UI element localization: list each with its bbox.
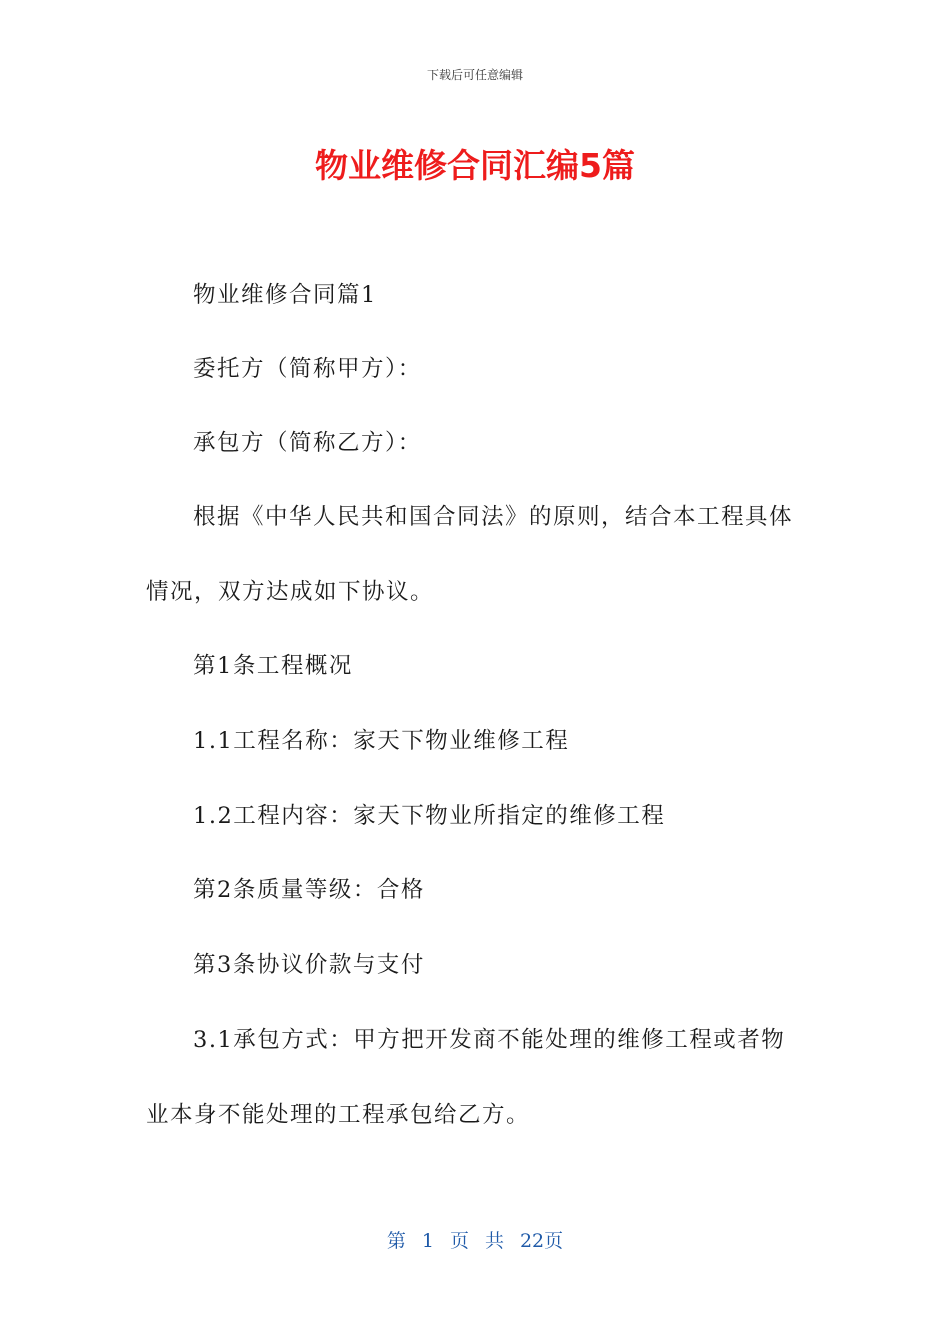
footer-di: 第 (386, 1230, 406, 1252)
party-a-line: 委托方（简称甲方）： (193, 356, 422, 382)
paragraph-line: 情况，双方达成如下协议。 (146, 579, 435, 605)
paragraph-line: 业本身不能处理的工程承包给乙方。 (146, 1102, 531, 1128)
paragraph-line: 1.2工程内容：家天下物业所指定的维修工程 (193, 803, 666, 829)
document-title: 物业维修合同汇编5篇 (315, 146, 635, 185)
footer-page-number: 1 (421, 1230, 434, 1252)
article-heading: 第3条协议价款与支付 (193, 952, 425, 978)
party-b-line: 承包方（简称乙方）： (193, 430, 422, 456)
paragraph-line: 根据《中华人民共和国合同法》的原则，结合本工程具体 (193, 504, 794, 530)
footer-ye: 页 (449, 1230, 469, 1252)
footer-gong: 共 (484, 1230, 504, 1252)
footer-total-pages: 22页 (519, 1230, 564, 1252)
header-note: 下载后可任意编辑 (426, 68, 523, 82)
paragraph-line: 3.1承包方式：甲方把开发商不能处理的维修工程或者物 (193, 1027, 786, 1053)
article-heading: 第2条质量等级：合格 (193, 877, 425, 903)
paragraph-line: 1.1工程名称：家天下物业维修工程 (193, 728, 570, 754)
article-heading: 第1条工程概况 (193, 653, 353, 679)
section-heading: 物业维修合同篇1 (193, 282, 377, 308)
page-footer (0, 1226, 950, 1253)
